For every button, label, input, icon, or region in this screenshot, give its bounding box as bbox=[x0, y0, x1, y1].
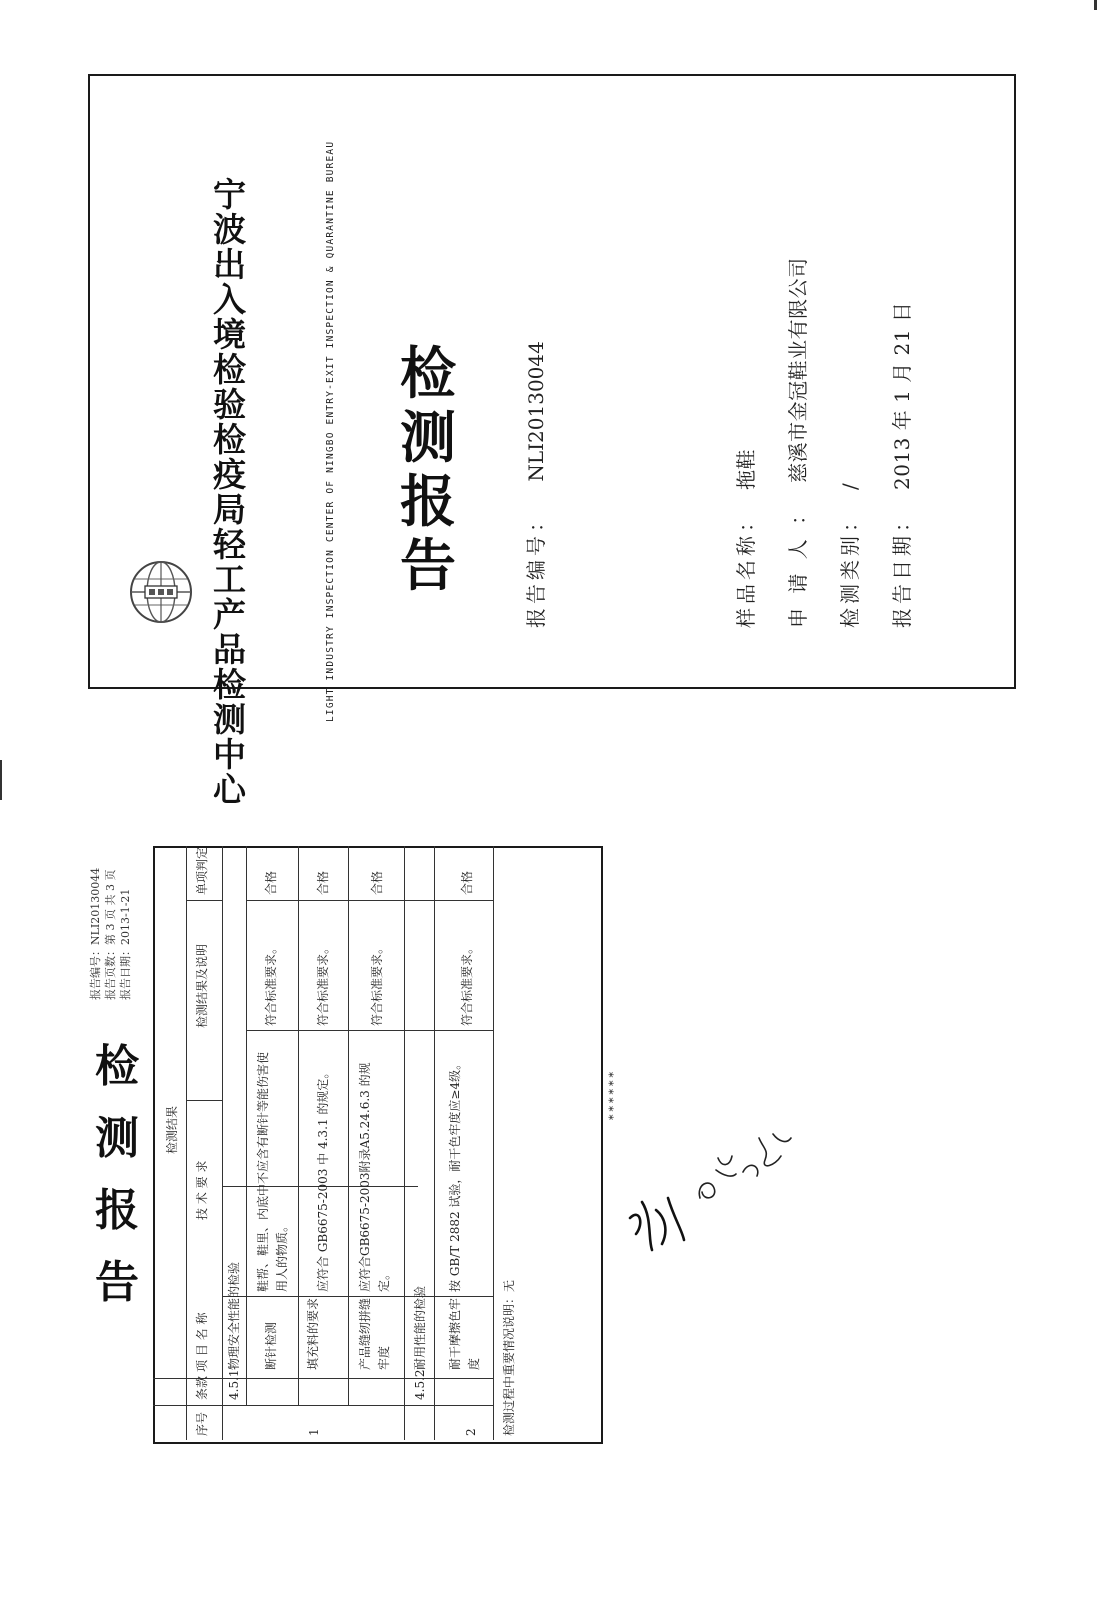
field-label: 样品名称： bbox=[734, 508, 758, 628]
field-label: 报告日期： bbox=[890, 508, 914, 628]
title-char: 检 bbox=[95, 1041, 139, 1092]
title-char: 检 bbox=[213, 665, 246, 704]
meta-report-date: 报告日期：2013-1-21 bbox=[119, 888, 132, 1000]
header-verdict: 单项判定 bbox=[195, 846, 209, 895]
meta-report-number: 报告编号：NLI20130044 bbox=[89, 867, 102, 1000]
group-seq: 1 bbox=[307, 1428, 321, 1436]
row-item: 产品缝纫拼缝牢度 bbox=[358, 1297, 391, 1370]
row-requirement: 按 GB/T 2882 试验，耐干色牢度应≥4级。 bbox=[448, 1057, 462, 1292]
handwritten-signature bbox=[622, 1188, 692, 1258]
group-title: 物理安全性能的检验 bbox=[227, 1261, 241, 1370]
grid-line bbox=[246, 1030, 493, 1031]
report-number-label: 报告编号： bbox=[524, 508, 548, 628]
end-of-report-mark: ****** bbox=[607, 1069, 620, 1120]
field-label: 申 请 人 ： bbox=[786, 500, 810, 628]
title-char: 验 bbox=[213, 385, 246, 424]
title-char: 测 bbox=[95, 1113, 139, 1164]
header-clause: 条款 bbox=[195, 1375, 209, 1400]
grid-line bbox=[434, 846, 435, 1440]
grid-line bbox=[186, 1100, 222, 1101]
group-clause: 4.5.2 bbox=[413, 1369, 427, 1400]
title-char: 报 bbox=[400, 469, 456, 535]
grid-line bbox=[222, 846, 223, 1440]
field-value: / bbox=[838, 482, 862, 490]
title-char: 境 bbox=[213, 315, 246, 354]
handwritten-signature bbox=[690, 1148, 740, 1208]
title-char: 出 bbox=[213, 245, 246, 284]
group-clause: 4.5.1 bbox=[227, 1369, 241, 1400]
field-value: 慈溪市金冠鞋业有限公司 bbox=[786, 257, 810, 483]
row-verdict: 合格 bbox=[460, 870, 474, 895]
title-char: 局 bbox=[213, 490, 246, 529]
grid-line bbox=[404, 846, 405, 1440]
row-verdict: 合格 bbox=[316, 870, 330, 895]
row-item: 耐干摩擦色牢度 bbox=[448, 1297, 481, 1370]
report-number-row bbox=[520, 341, 549, 628]
scan-mark bbox=[1094, 0, 1097, 10]
meta-page-count: 报告页数：第 3 页 共 3 页 bbox=[104, 869, 117, 1000]
title-char: 产 bbox=[213, 595, 246, 634]
row-result: 符合标准要求。 bbox=[460, 941, 474, 1026]
org-name-cn bbox=[213, 175, 246, 809]
cover-title bbox=[400, 341, 456, 599]
row-verdict: 合格 bbox=[370, 870, 384, 895]
inner-page-title bbox=[95, 1041, 139, 1308]
grid-line bbox=[246, 900, 493, 901]
row-item: 断针检测 bbox=[264, 1321, 278, 1370]
row-requirement: 应符合 GB6675-2003 中 4.3.1 的规定。 bbox=[316, 1066, 330, 1292]
title-char: 工 bbox=[213, 560, 246, 599]
grid-line bbox=[153, 1405, 493, 1406]
group-seq: 2 bbox=[464, 1428, 478, 1436]
table-caption: 检测结果 bbox=[165, 1105, 179, 1154]
field-value: 2013 年 1 月 21 日 bbox=[890, 301, 914, 490]
title-char: 中 bbox=[213, 735, 246, 774]
handwritten-signature bbox=[735, 1126, 795, 1186]
title-char: 疫 bbox=[213, 455, 246, 494]
row-result: 符合标准要求。 bbox=[370, 941, 384, 1026]
row-result: 符合标准要求。 bbox=[316, 941, 330, 1026]
title-char: 告 bbox=[95, 1257, 139, 1308]
header-seq: 序号 bbox=[195, 1411, 209, 1436]
table-note: 检测过程中重要情况说明：无 bbox=[502, 1279, 516, 1436]
title-char: 告 bbox=[400, 533, 456, 599]
grid-line bbox=[186, 900, 222, 901]
title-char: 轻 bbox=[213, 525, 246, 564]
report-meta bbox=[88, 868, 133, 1000]
group-title: 耐用性能的检验 bbox=[413, 1285, 427, 1370]
field-row-sample-name bbox=[730, 449, 759, 628]
field-row-report-date bbox=[886, 302, 915, 628]
row-requirement: 应符合GB6675-2003附录A5.24.6.3 的规定。 bbox=[358, 1062, 391, 1292]
row-item: 填充料的要求 bbox=[306, 1297, 320, 1370]
cover-page bbox=[88, 74, 1016, 809]
grid-line bbox=[493, 846, 494, 1440]
header-req: 技 术 要 求 bbox=[195, 1160, 209, 1220]
row-requirement: 鞋帮、鞋里、内底中不应含有断针等能伤害使用人的物质。 bbox=[256, 1051, 289, 1292]
row-verdict: 合格 bbox=[264, 870, 278, 895]
field-row-applicant bbox=[782, 257, 811, 628]
ciq-emblem-logo bbox=[128, 559, 194, 625]
title-char: 品 bbox=[213, 630, 246, 669]
title-char: 检 bbox=[213, 420, 246, 459]
title-char: 波 bbox=[213, 210, 246, 249]
scan-mark bbox=[0, 760, 2, 800]
grid-line bbox=[348, 846, 349, 1405]
title-char: 检 bbox=[400, 341, 456, 407]
title-char: 检 bbox=[213, 350, 246, 389]
grid-line bbox=[246, 846, 247, 1405]
field-row-test-category bbox=[834, 483, 863, 628]
grid-line bbox=[298, 846, 299, 1405]
title-char: 入 bbox=[213, 280, 246, 319]
field-value: 拖鞋 bbox=[734, 449, 758, 490]
title-char: 宁 bbox=[213, 175, 246, 214]
report-number-value: NLI20130044 bbox=[524, 341, 548, 482]
title-char: 报 bbox=[95, 1185, 139, 1236]
field-label: 检测类别： bbox=[838, 508, 862, 628]
org-name-en: LIGHT INDUSTRY INSPECTION CENTER OF NINGBO ENTRY-EXIT INSPECTION & QUARANTINE BUREAU bbox=[325, 140, 336, 722]
title-char: 测 bbox=[213, 700, 246, 739]
header-result: 检测结果及说明 bbox=[195, 943, 209, 1028]
row-result: 符合标准要求。 bbox=[264, 941, 278, 1026]
title-char: 心 bbox=[213, 770, 246, 809]
grid-line bbox=[186, 846, 187, 1440]
header-item: 项 目 名 称 bbox=[195, 1312, 209, 1372]
title-char: 测 bbox=[400, 405, 456, 471]
